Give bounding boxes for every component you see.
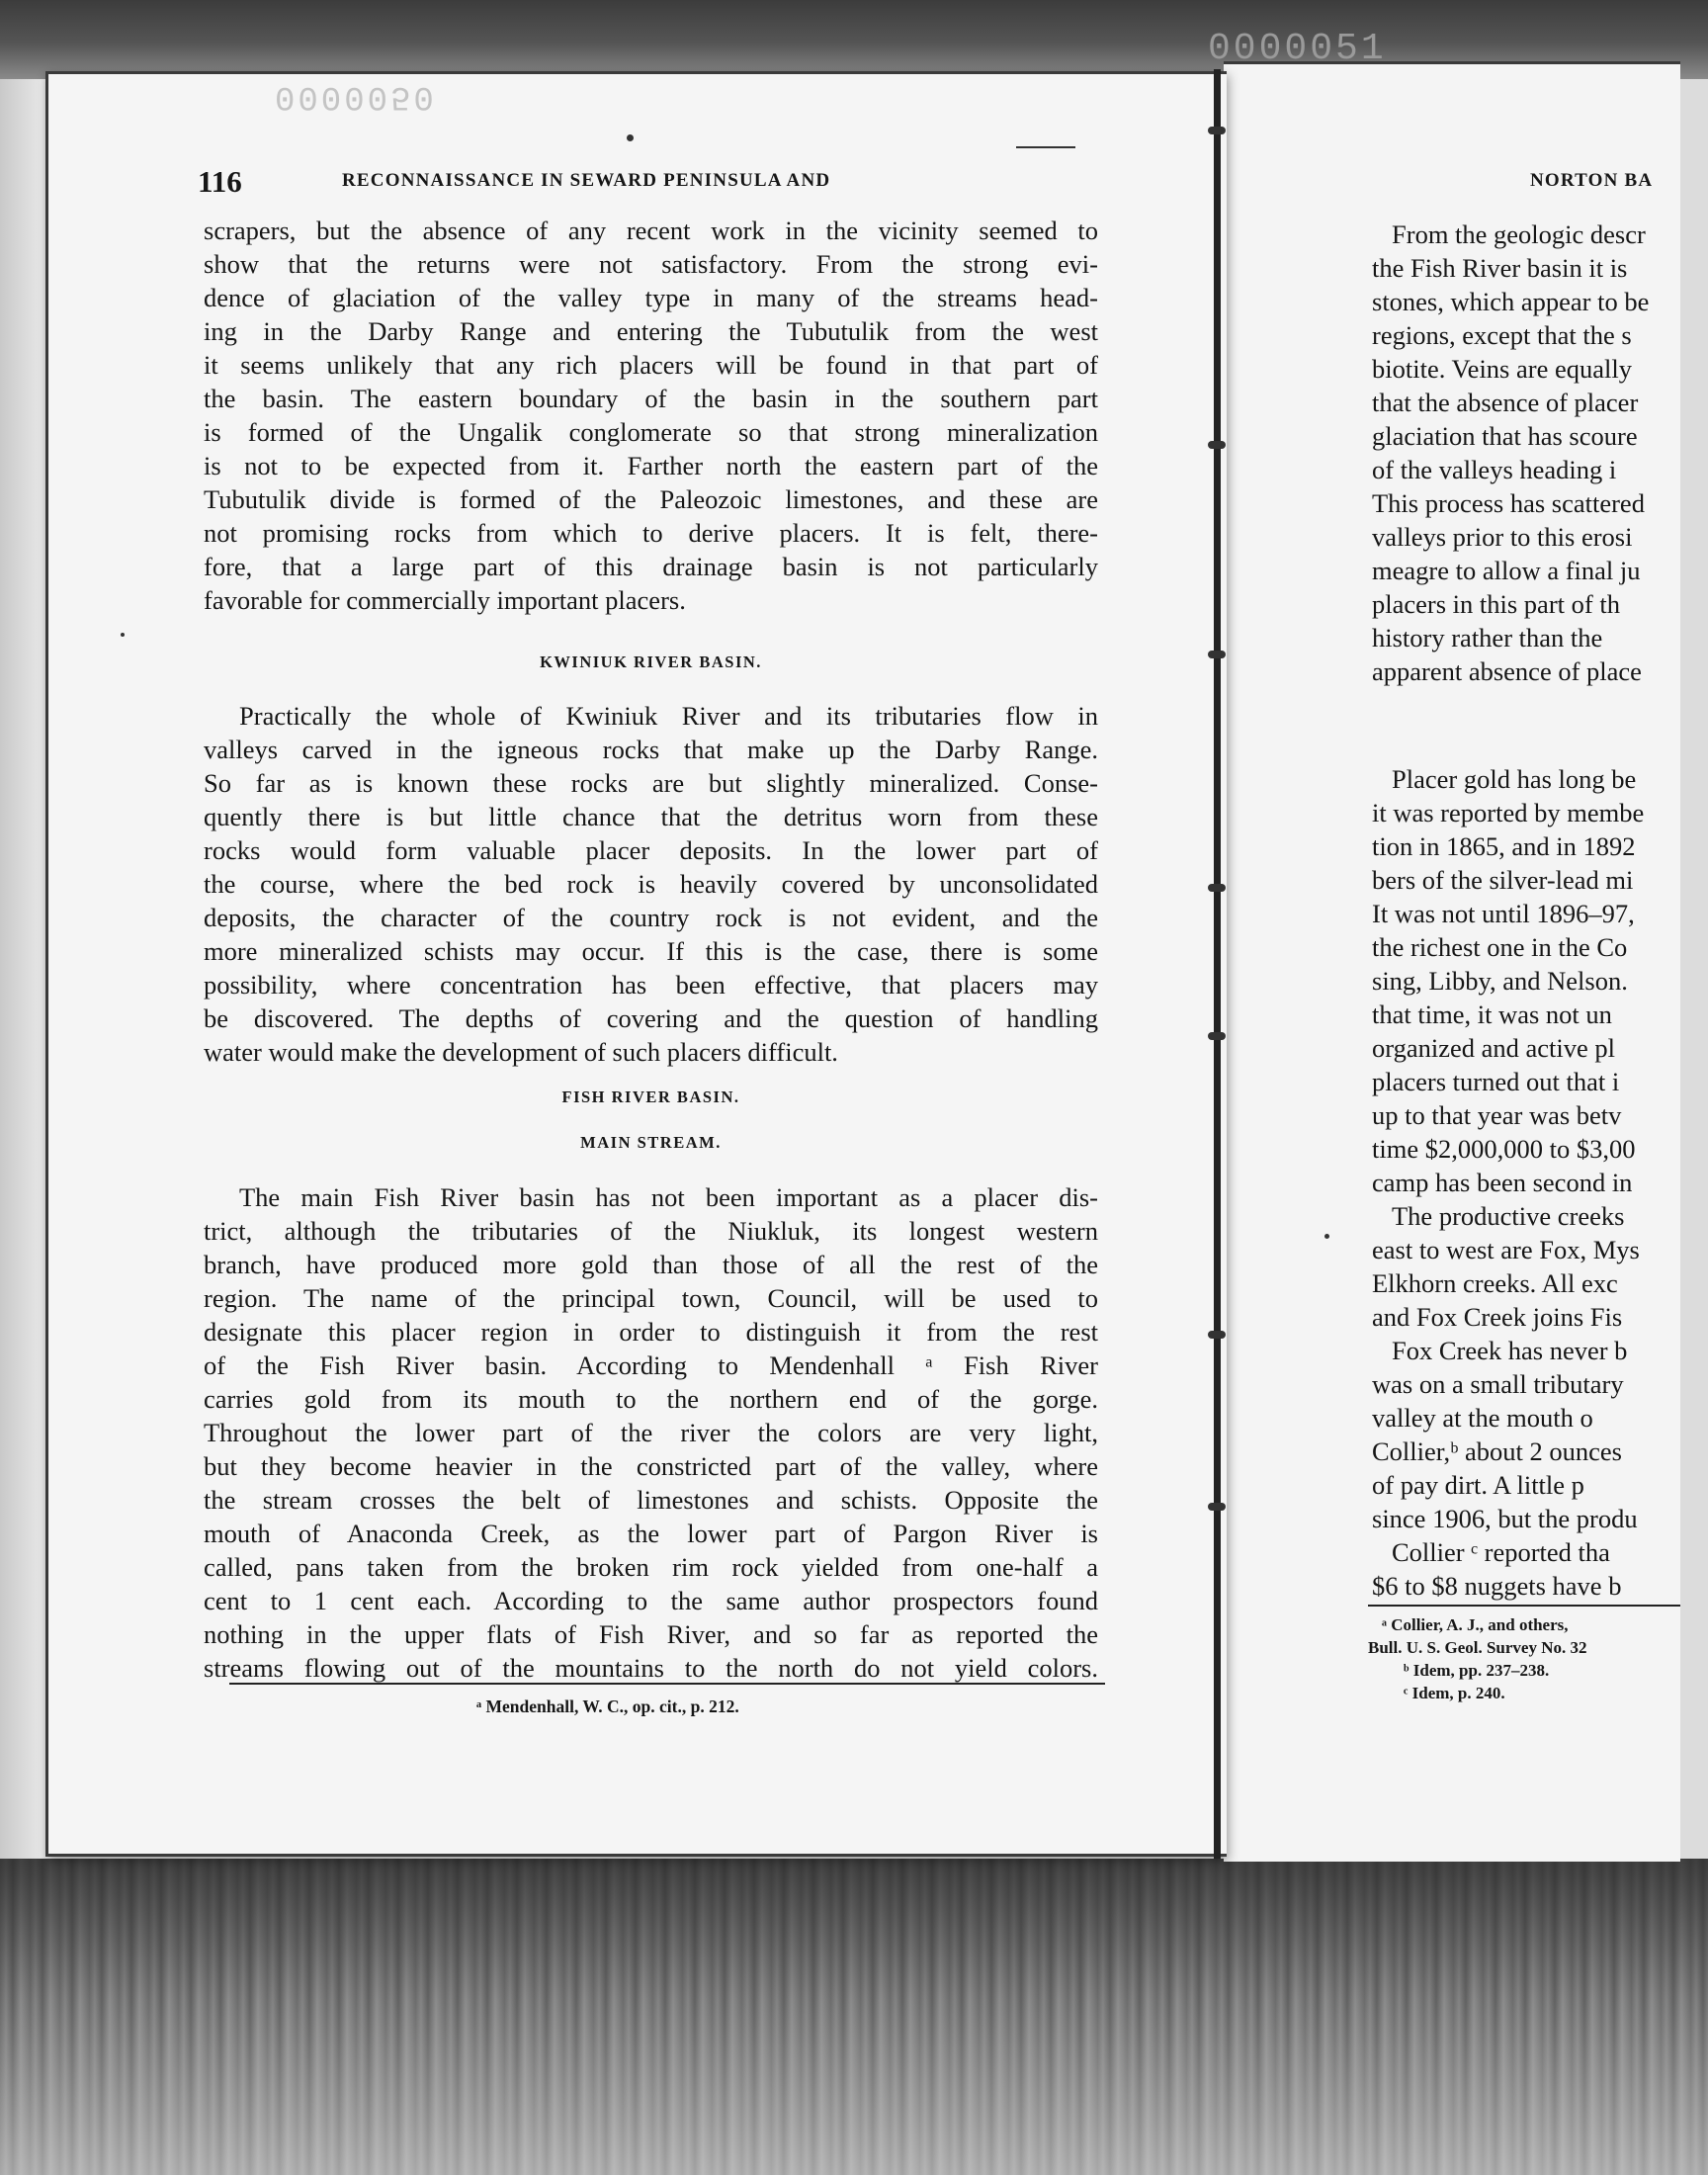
- scan-background-left: [0, 0, 40, 2175]
- text-line: valleys carved in the igneous rocks that make up the Darby Range.: [204, 735, 1098, 764]
- text-line: nothing in the upper flats of Fish River, and so far as reported the: [204, 1619, 1098, 1649]
- text-line: favorable for commercially important placers.: [204, 585, 686, 615]
- subheading-main-stream: MAIN STREAM.: [580, 1133, 722, 1152]
- footnote-right: ᵇ Idem, pp. 237–238.: [1404, 1661, 1550, 1680]
- text-line: valleys prior to this erosi: [1372, 522, 1633, 552]
- text-line: was on a small tributary: [1372, 1369, 1624, 1399]
- text-line: ing in the Darby Range and entering the Tubutulik from the west: [204, 316, 1098, 346]
- paragraph-tubutulik: [204, 214, 1098, 617]
- text-line: designate this placer region in order to distinguish it from the rest: [204, 1317, 1098, 1347]
- text-line: is formed of the Ungalik conglomerate so that strong mineralization: [204, 417, 1098, 447]
- section-heading-kwiniuk: KWINIUK RIVER BASIN.: [540, 652, 762, 671]
- text-line: Practically the whole of Kwiniuk River and its tributaries flow in: [239, 701, 1098, 731]
- binding-mark: [1208, 884, 1226, 892]
- text-line: Elkhorn creeks. All exc: [1372, 1268, 1618, 1298]
- text-line: of the Fish River basin. According to Mendenhall ᵃ Fish River: [204, 1350, 1098, 1380]
- text-line: up to that year was betv: [1372, 1100, 1622, 1130]
- text-line: dence of glaciation of the valley type in many of the streams head-: [204, 283, 1098, 312]
- text-line: the course, where the bed rock is heavily covered by unconsolidated: [204, 869, 1098, 899]
- text-line: scrapers, but the absence of any recent work in the vicinity seemed to: [204, 216, 1098, 245]
- ink-speck: [1324, 1234, 1329, 1239]
- text-line: east to west are Fox, Mys: [1372, 1235, 1640, 1264]
- ink-speck: [627, 134, 634, 141]
- text-line: Throughout the lower part of the river the colors are very light,: [204, 1418, 1098, 1447]
- text-line: since 1906, but the produ: [1372, 1504, 1638, 1533]
- text-line: biotite. Veins are equally: [1372, 354, 1632, 384]
- text-line: Tubutulik divide is formed of the Paleozoic limestones, and these are: [204, 484, 1098, 514]
- binding-mark: [1208, 1032, 1226, 1040]
- text-line: is not to be expected from it. Farther north the eastern part of the: [204, 451, 1098, 480]
- footnote-right: Bull. U. S. Geol. Survey No. 32: [1368, 1638, 1587, 1657]
- text-line: show that the returns were not satisfactory. From the strong evi-: [204, 249, 1098, 279]
- ink-dash: [1016, 146, 1075, 148]
- text-line: branch, have produced more gold than those of all the rest of the: [204, 1250, 1098, 1279]
- archive-stamp: 0000051: [1208, 28, 1387, 70]
- text-line: placers turned out that i: [1372, 1067, 1620, 1096]
- archive-stamp-bleedthrough: 0000050: [275, 77, 437, 115]
- running-title: RECONNAISSANCE IN SEWARD PENINSULA AND: [342, 170, 831, 191]
- text-line: valley at the mouth o: [1372, 1403, 1593, 1433]
- text-line: meagre to allow a final ju: [1372, 556, 1641, 585]
- section-heading-fish-river: FISH RIVER BASIN.: [561, 1088, 740, 1106]
- text-line: It was not until 1896–97,: [1372, 899, 1635, 928]
- text-line: fore, that a large part of this drainage basin is not particularly: [204, 552, 1098, 581]
- text-line: bers of the silver-lead mi: [1372, 865, 1634, 895]
- text-line: region. The name of the principal town, Council, will be used to: [204, 1283, 1098, 1313]
- footnote-right: ᶜ Idem, p. 240.: [1404, 1684, 1505, 1702]
- text-line: apparent absence of place: [1372, 656, 1642, 686]
- binding-mark: [1208, 127, 1226, 134]
- text-line: stones, which appear to be: [1372, 287, 1650, 316]
- right-text-block-1: [1372, 218, 1680, 688]
- text-line: the richest one in the Co: [1372, 932, 1628, 962]
- text-line: history rather than the: [1372, 623, 1603, 652]
- scan-background-right: [1680, 0, 1708, 2175]
- text-line: sing, Libby, and Nelson.: [1372, 966, 1628, 996]
- text-line: So far as is known these rocks are but slightly mineralized. Conse-: [204, 768, 1098, 798]
- text-line: From the geologic descr: [1392, 219, 1646, 249]
- text-line: it seems unlikely that any rich placers will be found in that part of: [204, 350, 1098, 380]
- text-line: the stream crosses the belt of limestones and schists. Opposite the: [204, 1485, 1098, 1515]
- text-line: carries gold from its mouth to the northern end of the gorge.: [204, 1384, 1098, 1414]
- right-text-block-2: [1372, 762, 1680, 1603]
- text-line: of pay dirt. A little p: [1372, 1470, 1584, 1500]
- text-line: and Fox Creek joins Fis: [1372, 1302, 1623, 1332]
- text-line: called, pans taken from the broken rim rock yielded from one-half a: [204, 1552, 1098, 1582]
- text-line: organized and active pl: [1372, 1033, 1616, 1063]
- text-line: The main Fish River basin has not been important as a placer dis-: [239, 1182, 1098, 1212]
- text-line: regions, except that the s: [1372, 320, 1632, 350]
- text-line: Placer gold has long be: [1392, 764, 1637, 794]
- text-line: Collier ᶜ reported tha: [1392, 1537, 1610, 1567]
- binding-mark: [1208, 441, 1226, 449]
- text-line: the basin. The eastern boundary of the basin in the southern part: [204, 384, 1098, 413]
- text-line: that the absence of placer: [1372, 388, 1639, 417]
- binding-mark: [1208, 1503, 1226, 1511]
- text-line: rocks would form valuable placer deposits. In the lower part of: [204, 835, 1098, 865]
- text-line: tion in 1865, and in 1892: [1372, 831, 1636, 861]
- text-line: deposits, the character of the country rock is not evident, and the: [204, 903, 1098, 932]
- footnote-right: ᵃ Collier, A. J., and others,: [1382, 1615, 1569, 1634]
- text-line: Fox Creek has never b: [1392, 1336, 1628, 1365]
- text-line: that time, it was not un: [1372, 1000, 1612, 1029]
- footnote-rule-right: [1368, 1605, 1680, 1607]
- text-line: placers in this part of th: [1372, 589, 1620, 619]
- footnote: ᵃ Mendenhall, W. C., op. cit., p. 212.: [476, 1696, 739, 1716]
- text-line: The productive creeks: [1392, 1201, 1625, 1231]
- running-head-right: NORTON BA: [1530, 170, 1654, 191]
- text-line: of the valleys heading i: [1372, 455, 1617, 484]
- text-line: cent to 1 cent each. According to the same author prospectors found: [204, 1586, 1098, 1615]
- page-number: 116: [198, 164, 242, 199]
- text-line: water would make the development of such placers difficult.: [204, 1037, 838, 1067]
- paragraph-kwiniuk: [204, 699, 1098, 1069]
- text-line: trict, although the tributaries of the Niukluk, its longest western: [204, 1216, 1098, 1246]
- binding-mark: [1208, 1331, 1226, 1339]
- text-line: more mineralized schists may occur. If this is the case, there is some: [204, 936, 1098, 966]
- paragraph-fish-river: [204, 1180, 1098, 1685]
- text-line: Collier,ᵇ about 2 ounces: [1372, 1436, 1622, 1466]
- text-line: $6 to $8 nuggets have b: [1372, 1571, 1622, 1601]
- running-head-left: [198, 164, 1087, 204]
- text-line: the Fish River basin it is: [1372, 253, 1628, 283]
- book-gutter: [1214, 69, 1221, 1859]
- footnote-rule: [229, 1683, 1105, 1685]
- text-line: possibility, where concentration has been effective, that placers may: [204, 970, 1098, 1000]
- scan-shadow-bottom-fade: [0, 1859, 1708, 2175]
- text-line: mouth of Anaconda Creek, as the lower part of Pargon River is: [204, 1519, 1098, 1548]
- text-line: be discovered. The depths of covering and the question of handling: [204, 1003, 1098, 1033]
- text-line: camp has been second in: [1372, 1168, 1633, 1197]
- text-line: time $2,000,000 to $3,00: [1372, 1134, 1636, 1164]
- binding-mark: [1208, 651, 1226, 658]
- text-line: but they become heavier in the constricted part of the valley, where: [204, 1451, 1098, 1481]
- text-line: glaciation that has scoure: [1372, 421, 1638, 451]
- text-line: quently there is but little chance that the detritus worn from these: [204, 802, 1098, 831]
- text-line: not promising rocks from which to derive placers. It is felt, there-: [204, 518, 1098, 548]
- text-line: it was reported by membe: [1372, 798, 1645, 827]
- text-line: This process has scattered: [1372, 488, 1645, 518]
- ink-speck: [121, 633, 125, 637]
- text-line: streams flowing out of the mountains to the north do not yield colors.: [204, 1653, 1098, 1683]
